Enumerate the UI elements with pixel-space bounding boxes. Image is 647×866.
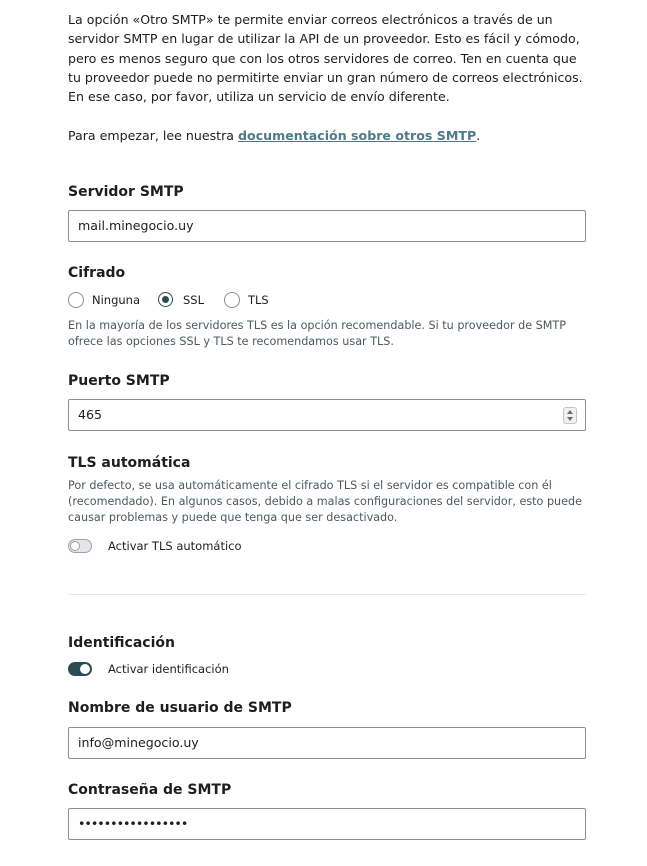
getting-started-text xyxy=(68,126,480,145)
section-divider xyxy=(68,594,586,595)
smtp-port-label: Puerto SMTP xyxy=(68,373,170,389)
toggle-knob xyxy=(70,541,80,551)
smtp-server-input[interactable] xyxy=(68,210,586,242)
smtp-port-value: 465 xyxy=(78,407,103,422)
auto-tls-help-text: Por defecto, se usa automáticamente el cifrado TLS si el servidor es compatible con él (recomendado). En algunos casos, debido a malas configuraciones del servidor, esto puede causar problemas y puede que tenga que ser desactivado. xyxy=(68,479,583,524)
port-spinner-icon[interactable] xyxy=(563,407,577,424)
authentication-label: Identificación xyxy=(68,635,175,651)
authentication-toggle[interactable] xyxy=(68,662,92,676)
radio-circle-selected[interactable] xyxy=(158,292,173,307)
auto-tls-label: TLS automática xyxy=(68,455,191,471)
smtp-username-value: info@minegocio.uy xyxy=(78,735,199,750)
encryption-option-ssl-label: SSL xyxy=(183,293,205,307)
auto-tls-toggle[interactable] xyxy=(68,539,92,553)
smtp-server-value: mail.minegocio.uy xyxy=(78,218,194,233)
documentation-link[interactable]: documentación sobre otros SMTP xyxy=(238,128,477,143)
smtp-username-label: Nombre de usuario de SMTP xyxy=(68,700,292,716)
smtp-server-label: Servidor SMTP xyxy=(68,184,184,200)
authentication-toggle-label: Activar identificación xyxy=(108,662,229,676)
toggle-knob xyxy=(80,664,90,674)
smtp-password-label: Contraseña de SMTP xyxy=(68,782,232,798)
encryption-option-none-label: Ninguna xyxy=(92,293,141,307)
smtp-password-value: ••••••••••••••••• xyxy=(78,816,188,831)
intro-paragraph: La opción «Otro SMTP» te permite enviar correos electrónicos a través de un servidor SMTP en lugar de utilizar la API de un proveedor. Esto es fácil y cómodo, pero es menos seguro que con los otros servidores de correo. Ten en cuenta que tu proveedor puede no permitirte enviar un gran número de correos electrónicos. En ese caso, por favor, utiliza un servicio de envío diferente. xyxy=(68,12,583,105)
encryption-option-tls-label: TLS xyxy=(248,293,269,307)
smtp-port-input[interactable] xyxy=(68,399,586,431)
auto-tls-toggle-label: Activar TLS automático xyxy=(108,539,242,553)
getting-started-suffix: . xyxy=(476,128,481,143)
smtp-password-input[interactable] xyxy=(68,808,586,840)
radio-circle[interactable] xyxy=(224,292,240,308)
smtp-username-input[interactable] xyxy=(68,727,586,759)
encryption-help-text: En la mayoría de los servidores TLS es la opción recomendable. Si tu proveedor de SMTP ofrece las opciones SSL y TLS te recomendamos usar TLS. xyxy=(68,319,566,348)
radio-circle[interactable] xyxy=(68,292,84,308)
getting-started-prefix: Para empezar, lee nuestra xyxy=(68,128,239,143)
encryption-label: Cifrado xyxy=(68,265,126,281)
